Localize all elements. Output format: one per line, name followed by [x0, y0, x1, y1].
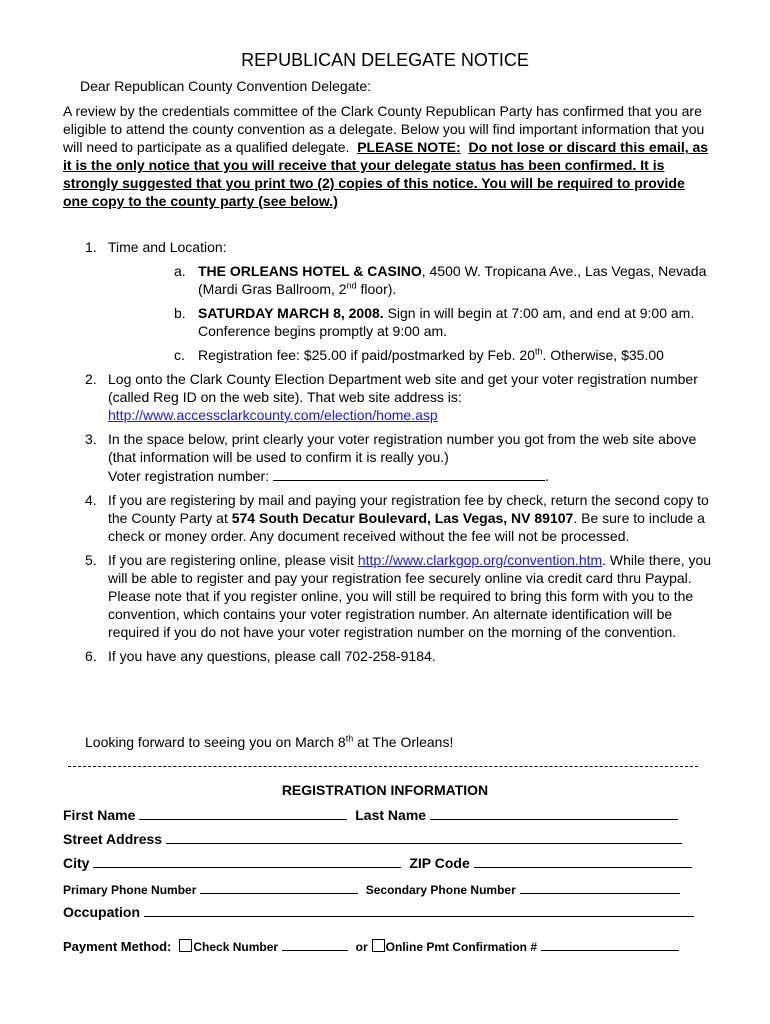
voter-registration-field[interactable]: [273, 466, 545, 481]
list-item-5: 5. If you are registering online, please visit http://www.clarkgop.org/convention.htm. While there, you will be able to register and pay your registration fee securely online via credit card thru Paypal. Please note that if you register online, you will still be required to bring this form with you to the convention, which contains your voter registration number. An alternate identification will be required if you do not have your voter registration number on the morning of the convention.: [85, 552, 712, 640]
city-zip-row: City ZIP Code: [63, 854, 696, 871]
intro-text: A review by the credentials committee of the Clark County Republican Party has confirmed that you are eligible to attend the county convention as a delegate. Below you will find important information that you will need to participate as a qualified delegate.: [63, 103, 705, 155]
list-item-2: 2. Log onto the Clark County Election Department web site and get your voter registration number (called Reg ID on the web site). That web site address is: http://www.accessclarkcounty.com/election/home.asp: [85, 371, 698, 423]
voter-registration-label: Voter registration number:: [108, 468, 270, 484]
cut-line-divider: [68, 756, 698, 767]
election-dept-link[interactable]: http://www.accessclarkcounty.com/election/home.asp: [108, 407, 438, 423]
convention-link[interactable]: http://www.clarkgop.org/convention.htm: [357, 552, 603, 568]
subitem-b: b. SATURDAY MARCH 8, 2008. Sign in will begin at 7:00 am, and end at 9:00 am. Conference begins promptly at 9:00 am.: [174, 305, 695, 339]
important-notice-text: Do not lose or discard this email, as it is the only notice that you will receive that your delegate status has been confirmed. It is strongly suggested that you print two (2) copies of this notice. You will be required to provide one copy to the county party (see below.): [63, 139, 709, 209]
primary-phone-field[interactable]: [200, 880, 358, 894]
closing-line: Looking forward to seeing you on March 8th at The Orleans!: [85, 733, 454, 750]
zip-code-field[interactable]: [474, 854, 692, 868]
secondary-phone-field[interactable]: [520, 880, 680, 894]
please-note-label: PLEASE NOTE:: [357, 139, 461, 155]
check-checkbox[interactable]: [179, 939, 192, 952]
last-name-field[interactable]: [430, 806, 678, 820]
subitem-c: c. Registration fee: $25.00 if paid/postmarked by Feb. 20th. Otherwise, $35.00: [174, 346, 664, 363]
check-number-field[interactable]: [282, 937, 348, 951]
first-name-field[interactable]: [139, 806, 347, 820]
online-payment-checkbox[interactable]: [372, 939, 385, 952]
list-item-4: 4. If you are registering by mail and paying your registration fee by check, return the second copy to the County Party at 574 South Decatur Boulevard, Las Vegas, NV 89107. Be sure to include a check or money order. Any document received without the fee will not be processed.: [85, 492, 709, 544]
event-date: SATURDAY MARCH 8, 2008.: [198, 305, 384, 321]
list-item-6: 6. If you have any questions, please call 702-258-9184.: [85, 648, 436, 664]
city-field[interactable]: [93, 854, 401, 868]
list-item-1: 1. Time and Location: a. THE ORLEANS HOTEL & CASINO, 4500 W. Tropicana Ave., Las Vegas, Nevada (Mardi Gras Ballroom, 2nd floor). b. SATURDAY MARCH 8, 2008. Sign in will begin at 7:00 am, and end at 9:00 am. Conference begins promptly at 9:00 am. c. Registration fee: $25.00 if paid/postmarked by Feb. 20th. Otherwise, $35.00: [63, 238, 713, 364]
list-item-3: 3. In the space below, print clearly your voter registration number you got from the web site above (that information will be used to confirm it is really you.) Voter registration number: .: [85, 431, 697, 484]
phone-row: Primary Phone Number Secondary Phone Number: [63, 880, 684, 897]
occupation-field[interactable]: [144, 903, 694, 917]
address-row: Street Address: [63, 830, 686, 847]
occupation-row: Occupation: [63, 903, 698, 920]
payment-row: Payment Method: Check Number or Online Pmt Confirmation #: [63, 937, 683, 954]
venue-name: THE ORLEANS HOTEL & CASINO: [198, 263, 422, 279]
name-row: First Name Last Name: [63, 806, 682, 823]
instructions-list: [63, 238, 713, 671]
street-address-field[interactable]: [166, 830, 682, 844]
online-confirmation-field[interactable]: [541, 937, 679, 951]
page-title: REPUBLICAN DELEGATE NOTICE: [241, 50, 529, 70]
intro-paragraph: [63, 102, 713, 210]
registration-title: REGISTRATION INFORMATION: [281, 782, 489, 798]
salutation: Dear Republican County Convention Delegate:: [80, 78, 372, 94]
county-party-address: 574 South Decatur Boulevard, Las Vegas, NV 89107: [231, 510, 574, 526]
subitem-a: a. THE ORLEANS HOTEL & CASINO, 4500 W. Tropicana Ave., Las Vegas, Nevada (Mardi Gras Ballroom, 2nd floor).: [174, 263, 707, 297]
